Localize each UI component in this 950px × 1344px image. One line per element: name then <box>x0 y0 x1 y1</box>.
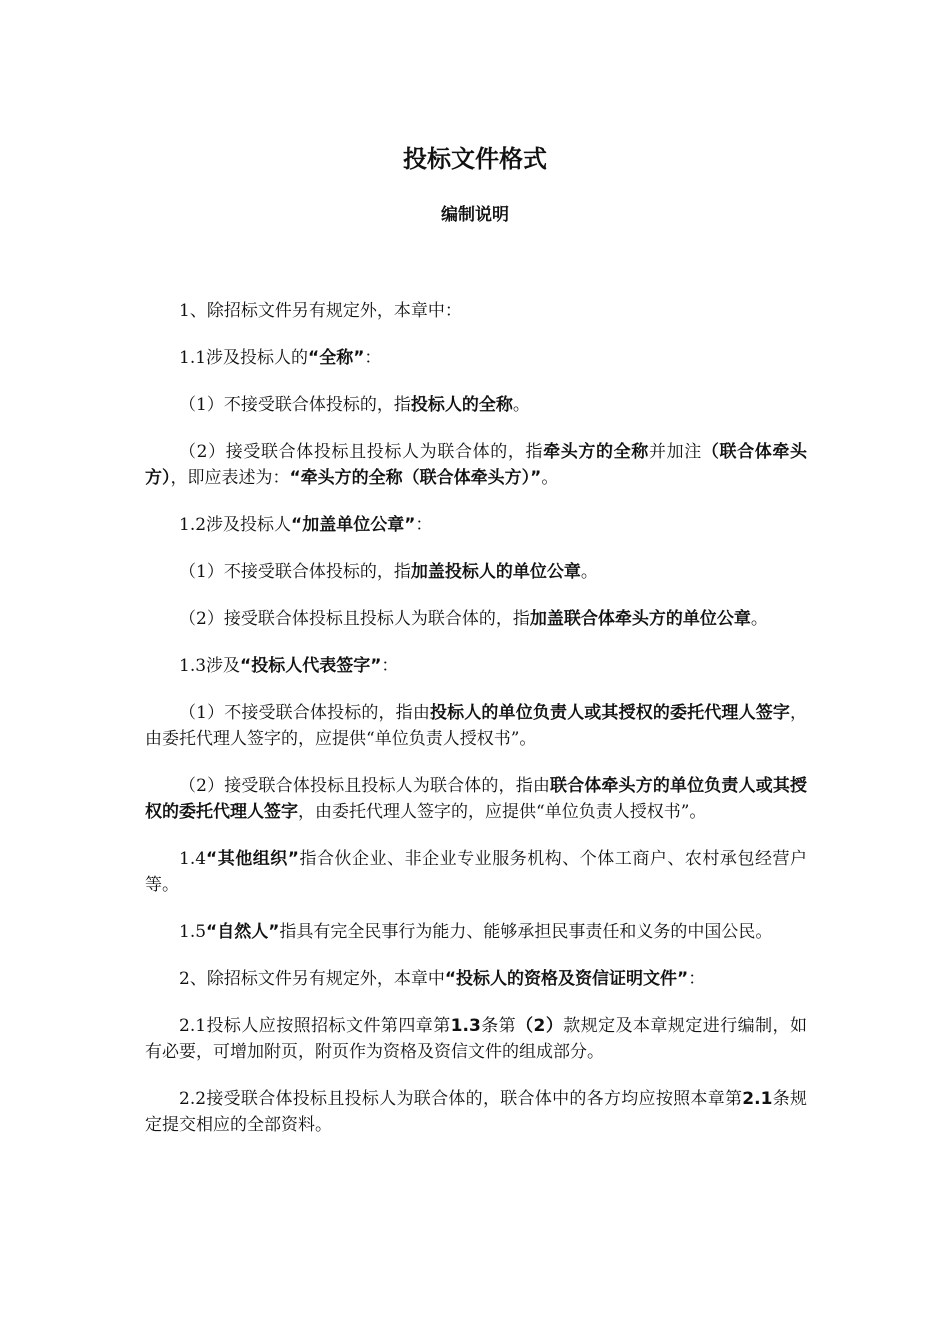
text-run: 。 <box>512 395 530 415</box>
document-title: 投标文件格式 <box>403 145 547 173</box>
text-run: ，由委托代理人签字的，应提供“单位负责人授权书”。 <box>298 802 707 822</box>
paragraph <box>145 559 807 585</box>
bold-text: 投标人的全称 <box>410 395 513 415</box>
text-run: ： <box>364 348 382 368</box>
paragraph <box>145 606 807 632</box>
bold-text: “其他组织” <box>206 849 299 869</box>
paragraph <box>145 1013 807 1065</box>
paragraph <box>145 298 807 324</box>
text-run: （1）不接受联合体投标的，指 <box>179 395 411 415</box>
text-run: ： <box>688 969 706 989</box>
text-run: 款规定及本章规定进行编制，如有必要，可增加附页，附页作为资格及资信文件的组成部分。 <box>145 1016 807 1062</box>
text-run: 条第 <box>480 1016 517 1036</box>
paragraph <box>145 392 807 418</box>
text-run: （2）接受联合体投标且投标人为联合体的，指 <box>179 442 544 462</box>
paragraph <box>145 512 807 538</box>
bold-text: “加盖单位公章” <box>291 515 416 535</box>
bold-text: “牵头方的全称（联合体牵头方）” <box>289 468 542 488</box>
text-run: 并加注 <box>648 442 702 462</box>
paragraph <box>145 773 807 825</box>
bold-text: 2.1 <box>742 1089 773 1109</box>
text-run: （1）不接受联合体投标的，指由 <box>179 703 430 723</box>
text-run: 1.4 <box>179 849 207 869</box>
text-run: （2）接受联合体投标且投标人为联合体的，指 <box>179 609 530 629</box>
document-body <box>145 298 807 1159</box>
bold-text: （2） <box>516 1016 564 1036</box>
text-run: 1.5 <box>179 922 207 942</box>
bold-text: （联合体牵头方） <box>145 442 808 488</box>
bold-text: “自然人” <box>206 922 280 942</box>
text-run: ，由委托代理人签字的，应提供“单位负责人授权书”。 <box>145 703 808 749</box>
text-run: 1.1涉及投标人的 <box>179 348 309 368</box>
paragraph <box>145 653 807 679</box>
bold-text: 牵头方的全称 <box>543 442 649 462</box>
bold-text: 加盖投标人的单位公章 <box>410 562 581 582</box>
text-run: 1.2涉及投标人 <box>179 515 292 535</box>
text-run: ： <box>415 515 433 535</box>
text-run: 指具有完全民事行为能力、能够承担民事责任和义务的中国公民。 <box>279 922 773 942</box>
text-run: 2、除招标文件另有规定外，本章中 <box>179 969 445 989</box>
paragraph <box>145 1086 807 1138</box>
paragraph <box>145 846 807 898</box>
text-run: 条规定提交相应的全部资料。 <box>145 1089 807 1135</box>
bold-text: “投标人代表签字” <box>240 656 382 676</box>
bold-text: 加盖联合体牵头方的单位公章 <box>529 609 751 629</box>
bold-text: 联合体牵头方的单位负责人或其授权的委托代理人签字 <box>145 776 807 822</box>
text-run: ，即应表述为： <box>170 468 290 488</box>
text-run: 2.2接受联合体投标且投标人为联合体的，联合体中的各方均应按照本章第 <box>179 1089 743 1109</box>
text-run: （2）接受联合体投标且投标人为联合体的，指由 <box>179 776 550 796</box>
text-run: （1）不接受联合体投标的，指 <box>179 562 411 582</box>
paragraph <box>145 919 807 945</box>
text-run: 指合伙企业、非企业专业服务机构、个体工商户、农村承包经营户等。 <box>145 849 807 895</box>
paragraph <box>145 345 807 371</box>
text-run: ： <box>381 656 399 676</box>
text-run: 。 <box>580 562 598 582</box>
bold-text: “投标人的资格及资信证明文件” <box>444 969 689 989</box>
paragraph <box>145 700 807 752</box>
bold-text: 投标人的单位负责人或其授权的委托代理人签字 <box>429 703 791 723</box>
bold-text: 1.3 <box>450 1016 481 1036</box>
paragraph <box>145 966 807 992</box>
bold-text: “全称” <box>308 348 365 368</box>
text-run: 1.3涉及 <box>179 656 241 676</box>
text-run: 。 <box>750 609 768 629</box>
text-run: 1、除招标文件另有规定外，本章中： <box>179 301 462 321</box>
text-run: 2.1投标人应按照招标文件第四章第 <box>179 1016 451 1036</box>
document-subtitle: 编制说明 <box>441 205 509 225</box>
paragraph <box>145 439 807 491</box>
text-run: 。 <box>541 468 559 488</box>
